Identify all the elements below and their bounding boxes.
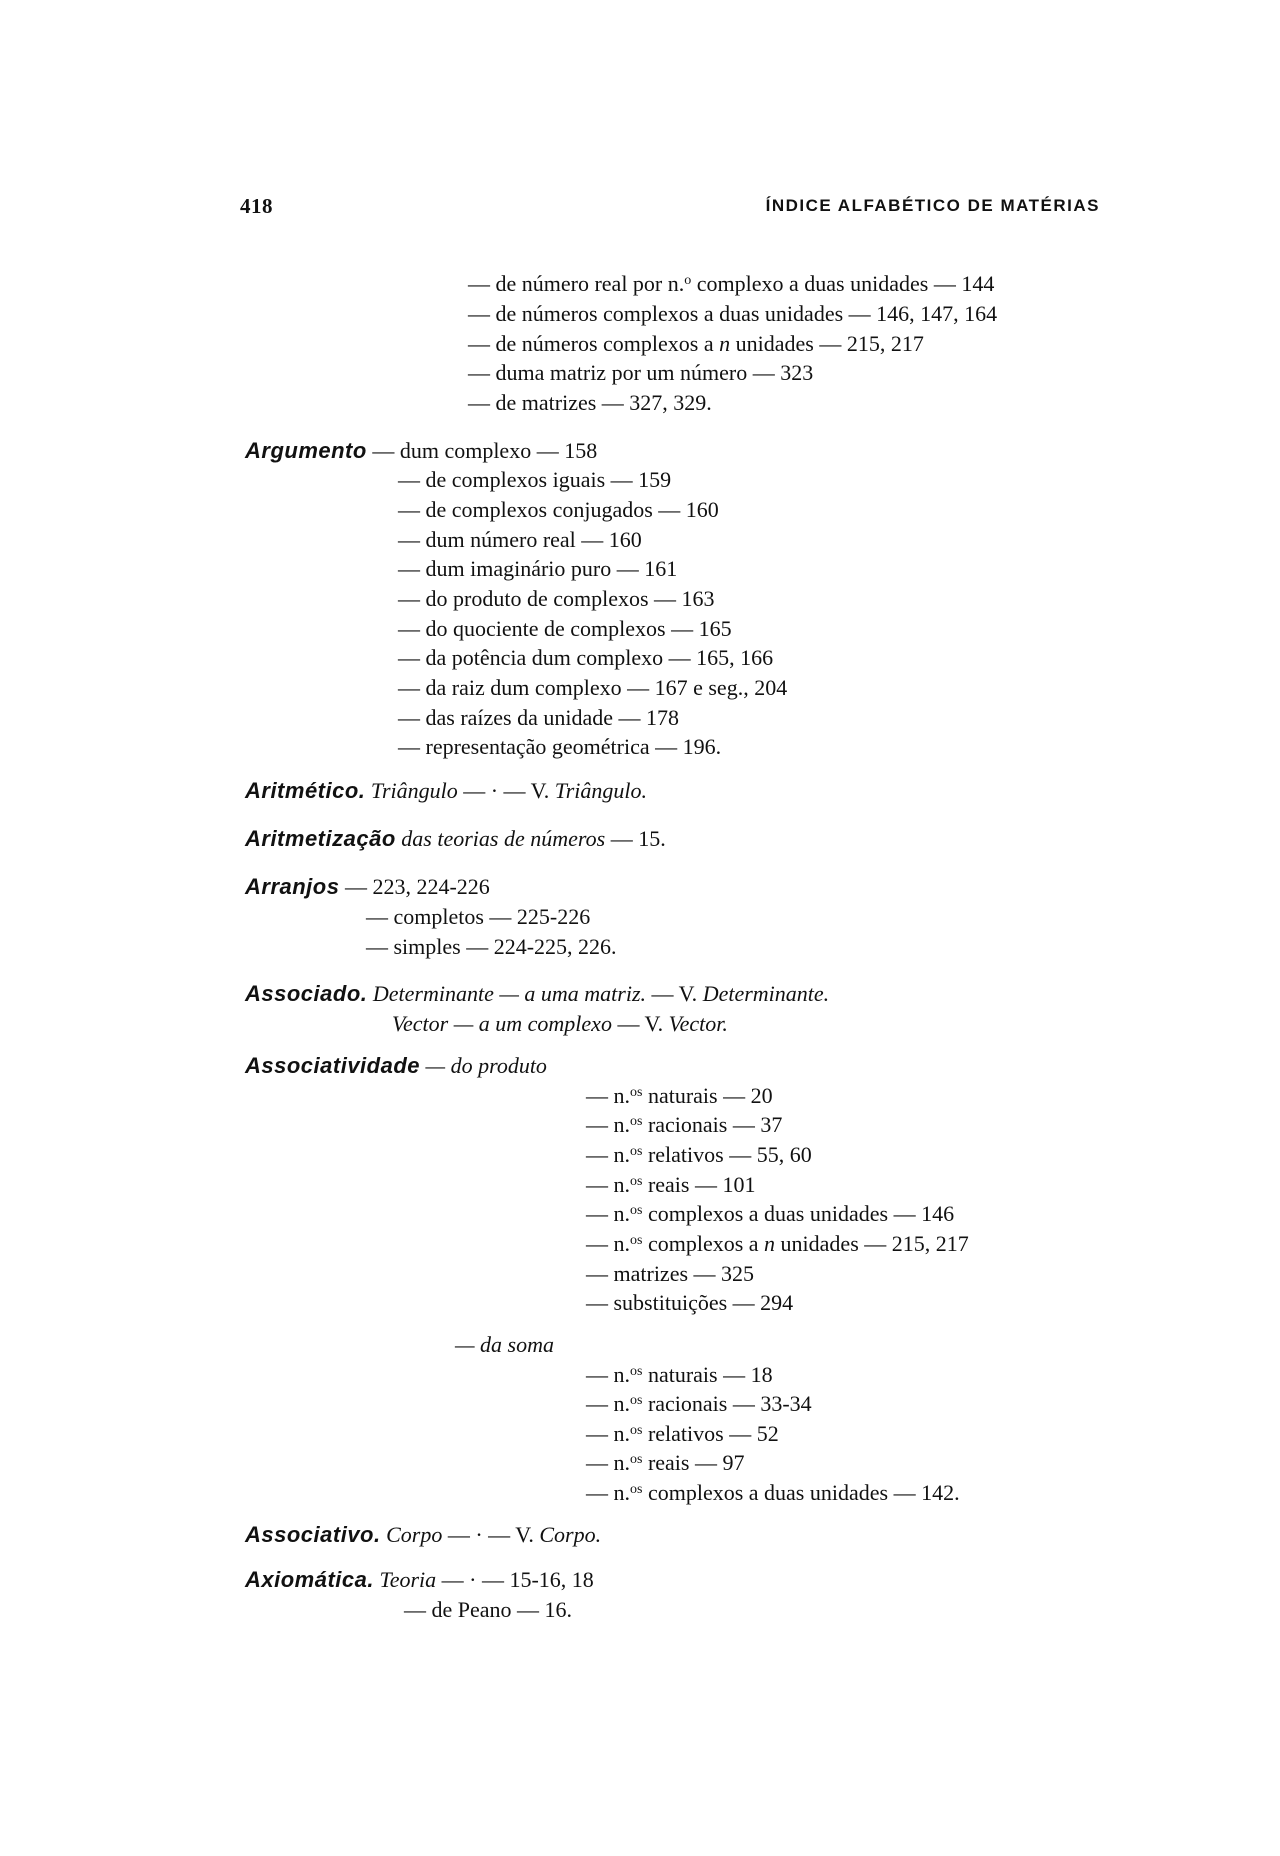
entry-heading: Arranjos — [245, 874, 340, 899]
index-subentry: — n.$^{os}$ naturais — 18 — [586, 1362, 773, 1387]
index-subentry: — n.$^{os}$ racionais — 37 — [586, 1112, 783, 1137]
index-subentry: — de complexos iguais — 159 — [398, 467, 672, 492]
index-subentry: — das raízes da unidade — 178 — [398, 705, 680, 730]
index-subentry: — n.$^{os}$ racionais — 33-34 — [586, 1391, 812, 1416]
index-entry-associativo: Associativo. Corpo — · — V. Corpo. — [245, 1522, 602, 1547]
index-entry-aritmetico: Aritmético. Triângulo — · — V. Triângulo. — [245, 778, 648, 803]
index-subentry: — completos — 225-226 — [366, 904, 591, 929]
entry-heading: Axiomática. — [245, 1567, 374, 1592]
entry-heading: Associado. — [245, 981, 368, 1006]
index-subentry: — n.$^{os}$ reais — 101 — [586, 1172, 756, 1197]
index-subentry: — do quociente de complexos — 165 — [398, 616, 732, 641]
index-subentry: — simples — 224-225, 226. — [366, 934, 617, 959]
index-subentry: — n.$^{os}$ complexos a duas unidades — 142. — [586, 1480, 960, 1505]
index-entry-associatividade: Associatividade — do produto — [245, 1053, 547, 1078]
index-subentry: — n.$^{os}$ complexos a n unidades — 215, 217 — [586, 1231, 969, 1256]
index-subentry: — substituições — 294 — [586, 1290, 794, 1315]
index-entry-arranjos: Arranjos — 223, 224-226 — [245, 874, 490, 899]
index-subentry: — de número real por n.$^o$ complexo a duas unidades — 144 — [468, 271, 995, 296]
index-subentry: — matrizes — 325 — [586, 1261, 755, 1286]
index-entry-axiomatica: Axiomática. Teoria — · — 15-16, 18 — [245, 1567, 594, 1592]
index-subentry: — n.$^{os}$ complexos a duas unidades — 146 — [586, 1201, 955, 1226]
index-subentry: — n.$^{os}$ naturais — 20 — [586, 1083, 773, 1108]
index-subentry: — de números complexos a n unidades — 215, 217 — [468, 331, 924, 356]
index-entry-associado: Associado. Determinante — a uma matriz. — V. Determinante. — [245, 981, 830, 1006]
index-subentry: — de números complexos a duas unidades — 146, 147, 164 — [468, 301, 998, 326]
entry-heading: Associatividade — [245, 1053, 421, 1078]
entry-heading: Aritmético. — [245, 778, 366, 803]
entry-heading: Aritmetização — [245, 826, 396, 851]
index-subentry: — dum número real — 160 — [398, 527, 642, 552]
index-subentry: — n.$^{os}$ relativos — 55, 60 — [586, 1142, 812, 1167]
index-entry-aritmetizacao: Aritmetização das teorias de números — 15. — [245, 826, 666, 851]
entry-heading: Argumento — [245, 438, 367, 463]
entry-heading: Associativo. — [245, 1522, 381, 1547]
index-subentry-heading: — da soma — [455, 1332, 555, 1357]
index-subentry: — representação geométrica — 196. — [398, 734, 722, 759]
index-subentry: — de matrizes — 327, 329. — [468, 390, 712, 415]
index-subentry: — n.$^{os}$ relativos — 52 — [586, 1421, 779, 1446]
index-subentry: — de complexos conjugados — 160 — [398, 497, 719, 522]
index-subentry: Vector — a um complexo — V. Vector. — [392, 1011, 728, 1036]
index-subentry: — da raiz dum complexo — 167 e seg., 204 — [398, 675, 788, 700]
page-number: 418 — [240, 194, 273, 218]
index-subentry: — da potência dum complexo — 165, 166 — [398, 645, 774, 670]
index-subentry: — dum imaginário puro — 161 — [398, 556, 678, 581]
index-subentry: — de Peano — 16. — [404, 1597, 573, 1622]
index-subentry: — n.$^{os}$ reais — 97 — [586, 1450, 745, 1475]
index-subentry: — duma matriz por um número — 323 — [468, 360, 814, 385]
index-subentry: — do produto de complexos — 163 — [398, 586, 715, 611]
index-entry-argumento: Argumento — dum complexo — 158 — [245, 438, 598, 463]
running-header: ÍNDICE ALFABÉTICO DE MATÉRIAS — [765, 196, 1100, 215]
